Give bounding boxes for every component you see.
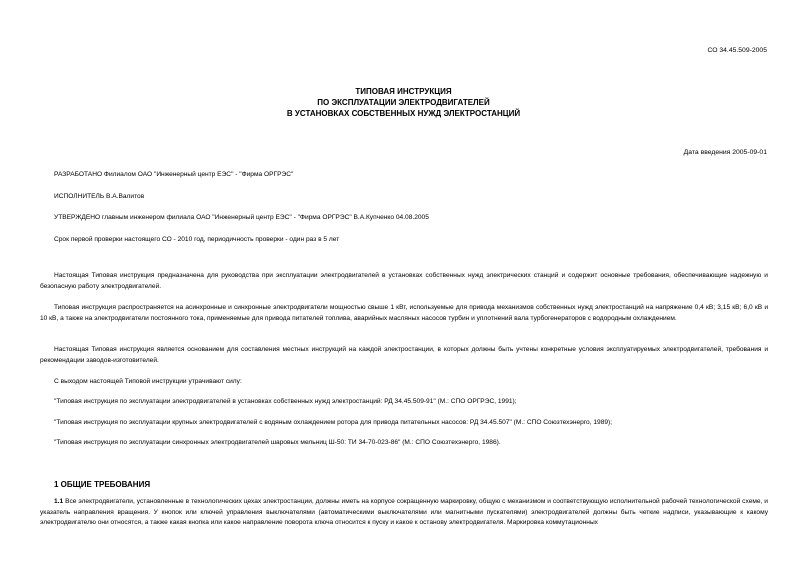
title-line-3: В УСТАНОВКАХ СОБСТВЕННЫХ НУЖД ЭЛЕКТРОСТАНЦИЙ — [286, 109, 521, 118]
paragraph-basis: Настоящая Типовая инструкция является основанием для составления местных инструкций на каждой электростанции, в которых должны быть учтены конкретные условия эксплуатируемых электродвигателей, требования и рекомендации заводов-изготовителей. — [40, 346, 768, 364]
paragraph-supersedes: С выходом настоящей Типовой инструкции утрачивают силу: — [54, 378, 242, 385]
reference-item: "Типовая инструкция по эксплуатации крупных электродвигателей с водяным охлаждением ротора для привода питательных насосов: РД 34.45.507" (М.: СПО Союзтехэнерго, 1989); — [54, 419, 613, 426]
review-period: Срок первой проверки настоящего СО - 2010 год, периодичность проверки - один раз в 5 лет — [54, 236, 340, 243]
developed-by: РАЗРАБОТАНО Филиалом ОАО "Инженерный центр ЕЭС" - "Фирма ОРГРЭС" — [54, 171, 294, 178]
approved-by: УТВЕРЖДЕНО главным инженером филиала ОАО "Инженерный центр ЕЭС" - "Фирма ОРГРЭС" В.А.Купченко 04.08.2005 — [54, 214, 429, 221]
paragraph-scope: Типовая инструкция распространяется на асинхронные и синхронные электродвигатели мощностью свыше 1 кВт, используемые для привода механизмов собственных нужд электростанций на напряжение 0,4 кВ; 3,15 кВ; 6,0 кВ и 10 кВ, а также на электродвигатели постоянного тока, применяемые для привода питателей топлива, аварийных масляных насосов турбин и уплотнений вала турбогенераторов с водородным охлаждением. — [40, 304, 768, 322]
document-code: СО 34.45.509-2005 — [707, 47, 767, 54]
paragraph-purpose: Настоящая Типовая инструкция предназначена для руководства при эксплуатации электродвигателей в установках собственных нужд электрических станций и содержит основные требования, обеспечивающие надежную и безопасную работу электродвигателей. — [40, 272, 768, 290]
clause-text: Все электродвигатели, установленные в технологических цехах электростанции, должны иметь на корпусе сокращенную маркировку, общую с механизмом и соответствующую исполнительной рабочей технологической схеме, и указатель направления вращения. У кнопок или ключей управления выключателями (автоматическими выключателями или магнитными пускателями) электродвигателей должны быть четкие надписи, указывающие к какому электродвигателю они относятся, а также какая кнопка или какое направление поворота ключа относится к пуску и какое к останову электродвигателя. Маркировка коммутационных — [40, 498, 768, 526]
effective-date: Дата введения 2005-09-01 — [683, 149, 767, 156]
clause-1-1 — [40, 497, 768, 529]
executor: ИСПОЛНИТЕЛЬ В.А.Валитов — [54, 193, 145, 200]
section-heading: 1 ОБЩИЕ ТРЕБОВАНИЯ — [54, 480, 151, 489]
section-body — [40, 497, 768, 561]
clause-number: 1.1 — [54, 498, 64, 505]
document-title — [0, 86, 807, 119]
reference-item: "Типовая инструкция по эксплуатации синхронных электродвигателей шаровых мельниц Ш-50: ТИ 34-70-023-86" (М.: СПО Союзтехэнерго, 1986). — [54, 439, 501, 446]
title-line-2: ПО ЭКСПЛУАТАЦИИ ЭЛЕКТРОДВИГАТЕЛЕЙ — [317, 98, 490, 107]
title-line-1: ТИПОВАЯ ИНСТРУКЦИЯ — [355, 87, 452, 96]
reference-item: "Типовая инструкция по эксплуатации электродвигателей в установках собственных нужд электростанций: РД 34.45.509-91" (М.: СПО ОРГРЭС, 1991); — [54, 398, 517, 405]
